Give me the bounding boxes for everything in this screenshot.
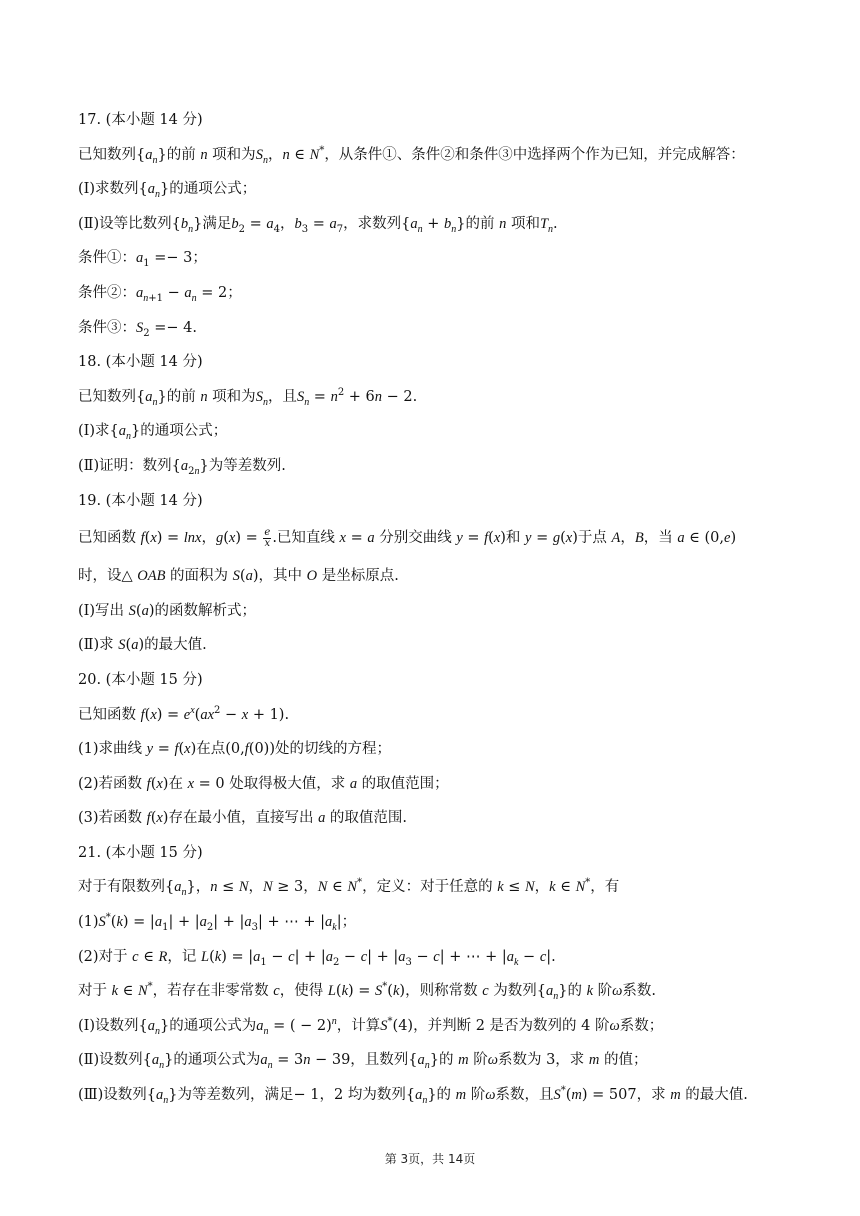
problem-17-part-2: (Ⅱ)设等比数列$\{b_n\}$满足$b_2 = a_4$，$b_3 = a_7$，求数列$\{a_n + b_n\}$的前 n 项和$T_n$.: [78, 215, 558, 235]
problem-20-part-1: (1)求曲线 y = f(x)在点(0,f(0))处的切线的方程；: [78, 741, 391, 758]
problem-17-condition-1: 条件①：$a_1 =- 3$；: [78, 250, 207, 270]
problem-19-stem-cont: 时，设△ OAB 的面积为 S(a)，其中 O 是坐标原点.: [78, 568, 399, 585]
problem-20-header: 20. (本小题 15 分): [78, 671, 203, 688]
problem-21-header: 21. (本小题 15 分): [78, 844, 203, 861]
problem-19-part-1: (Ⅰ)写出 S(a)的函数解析式；: [78, 602, 256, 619]
problem-20-part-2: (2)若函数 f(x)在 x = 0 处取得极大值，求 a 的取值范围；: [78, 775, 449, 792]
problem-21-part-3: (Ⅲ)设数列$\{a_n\}$为等差数列，满足− 1，2 均为数列$\{a_n\}$的 m 阶ω系数，且S*(m) = 507，求 m 的最大值.: [78, 1085, 748, 1106]
problem-18-header: 18. (本小题 14 分): [78, 354, 203, 371]
problem-21-part-1: (Ⅰ)设数列$\{a_n\}$的通项公式为$a_n$ = ( − 2)$^n$，计算S*(4)，并判断 2 是否为数列的 4 阶ω系数；: [78, 1016, 664, 1037]
problem-21-stem: 对于有限数列$\{a_n\}$，n ≤ N，N ≥ 3，N ∈ N*，定义：对于任意的 k ≤ N，k ∈ N*，有: [78, 877, 620, 899]
problem-17-stem: 已知数列$\{a_n\}$的前 n 项和为$S_n$，n ∈ N*，从条件①、条件②和条件③中选择两个作为已知，并完成解答：: [78, 144, 745, 166]
problem-21-part-2: (Ⅱ)设数列$\{a_n\}$的通项公式为$a_n = 3n - 39$，且数列$\{a_n\}$的 m 阶ω系数为 3，求 m 的值；: [78, 1052, 648, 1072]
document-body: [78, 110, 798, 1120]
problem-17-condition-2: 条件②：$a_{n+1} - a_n = 2$；: [78, 284, 242, 304]
page-footer: 第 3页，共 14页: [384, 1152, 476, 1166]
problem-18-part-2: (Ⅱ)证明：数列$\{a_{2n}\}$为等差数列.: [78, 457, 286, 477]
problem-17-part-1: (Ⅰ)求数列$\{a_n\}$的通项公式；: [78, 181, 257, 201]
problem-20-part-3: (3)若函数 f(x)存在最小值，直接写出 a 的取值范围.: [78, 810, 408, 827]
problem-18-stem: 已知数列$\{a_n\}$的前 n 项和为$S_n$，且$S_n = n^2 + 6n - 2$.: [78, 386, 418, 408]
problem-19-part-2: (Ⅱ)求 S(a)的最大值.: [78, 637, 207, 654]
problem-17-condition-3: 条件③：$S_2 =- 4$.: [78, 319, 197, 339]
problem-17-header: 17. (本小题 14 分): [78, 112, 203, 128]
problem-21-def-1: $(1)S^*(k) = |a_1| + |a_2| + |a_3|$ + ⋯ + $|a_k|$；: [78, 912, 357, 933]
problem-19-header: 19. (本小题 14 分): [78, 492, 203, 509]
problem-20-stem: 已知函数 $f(x) = e^x(ax^2 - x + 1)$.: [78, 704, 290, 723]
problem-21-def-3: 对于 k ∈ N*，若存在非零常数 c，使得 L(k) = S*(k)，则称常数 c 为数列$\{a_n\}$的 k 阶ω系数.: [78, 981, 656, 1003]
problem-21-def-2: (2)对于 c ∈ R，记 $L(k) = |a_1 - c| + |a_2 - c| + |a_3 - c|$ + ⋯ + $|a_k - c|$.: [78, 948, 556, 968]
problem-18-part-1: (Ⅰ)求$\{a_n\}$的通项公式；: [78, 423, 228, 443]
fraction-e-over-x: $\frac{e}{x}$: [264, 526, 271, 549]
problem-19-stem: 已知函数 f(x) = lnx，g(x) = $\frac{e}{x}$ .已知直线 x = a 分别交曲线 y = f(x)和 y = g(x)于点 A，B，当 a ∈ (0,e): [78, 526, 737, 549]
